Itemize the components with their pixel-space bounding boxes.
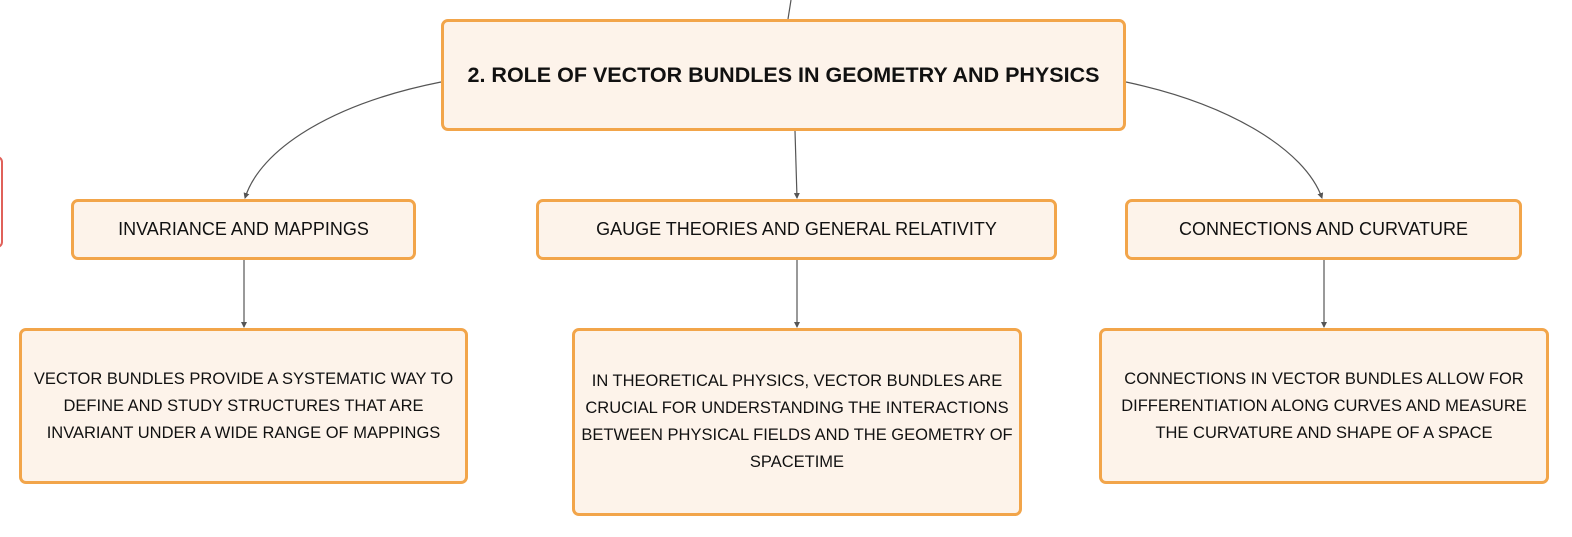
connector-root-to-connections (1126, 82, 1322, 198)
branch-label-connections: CONNECTIONS AND CURVATURE (1178, 219, 1469, 239)
branch-node-connections[interactable] (1125, 199, 1522, 260)
branch-label-gauge: GAUGE THEORIES AND GENERAL RELATIVITY (596, 219, 997, 239)
connector-parent-to-root (788, 0, 791, 19)
root-topic-node[interactable] (441, 19, 1126, 131)
branch-node-invariance[interactable] (71, 199, 416, 260)
description-text-gauge: IN THEORETICAL PHYSICS, VECTOR BUNDLES ARE CRUCIAL FOR UNDERSTANDING THE INTERACTIONS BETWEEN PHYSICAL FIELDS AND THE GEOMETRY OF SPACETIME (581, 372, 1013, 471)
connector-root-to-gauge (795, 131, 797, 198)
description-node-gauge[interactable] (572, 328, 1022, 516)
description-text-connections: CONNECTIONS IN VECTOR BUNDLES ALLOW FOR DIFFERENTIATION ALONG CURVES AND MEASURE THE CURVATURE AND SHAPE OF A SPACE (1121, 369, 1527, 442)
connector-root-to-invariance (245, 82, 441, 198)
branch-node-gauge[interactable] (536, 199, 1057, 260)
description-node-invariance[interactable] (19, 328, 468, 484)
branch-label-invariance: INVARIANCE AND MAPPINGS (118, 219, 369, 239)
offscreen-node-edge[interactable] (0, 156, 3, 248)
root-topic-label: 2. ROLE OF VECTOR BUNDLES IN GEOMETRY AND PHYSICS (467, 62, 1100, 87)
description-text-invariance: VECTOR BUNDLES PROVIDE A SYSTEMATIC WAY TO DEFINE AND STUDY STRUCTURES THAT ARE INVARIANT UNDER A WIDE RANGE OF MAPPINGS (33, 369, 454, 442)
description-node-connections[interactable] (1099, 328, 1549, 484)
